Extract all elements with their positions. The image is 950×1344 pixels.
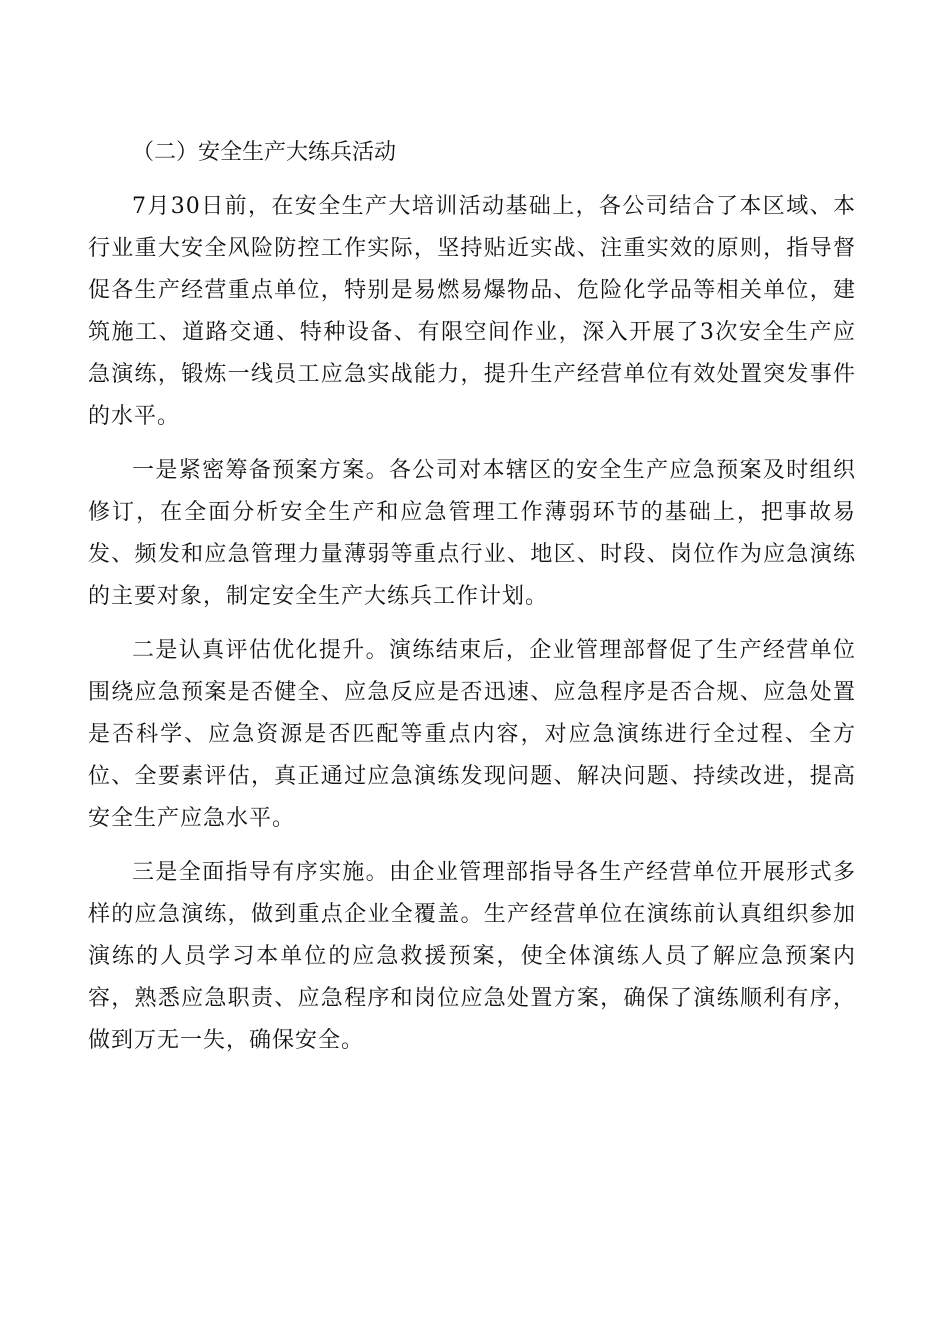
document-body <box>88 132 856 1074</box>
paragraph-point-three: 三是全面指导有序实施。由企业管理部指导各生产经营单位开展形式多样的应急演练，做到重点企业全覆盖。生产经营单位在演练前认真组织参加演练的人员学习本单位的应急救援预案，使全体演练人员了解应急预案内容，熟悉应急职责、应急程序和岗位应急处置方案，确保了演练顺利有序，做到万无一失，确保安全。 <box>88 860 856 1053</box>
paragraph-point-two: 二是认真评估优化提升。演练结束后，企业管理部督促了生产经营单位围绕应急预案是否健全、应急反应是否迅速、应急程序是否合规、应急处置是否科学、应急资源是否匹配等重点内容，对应急演练进行全过程、全方位、全要素评估，真正通过应急演练发现问题、解决问题、持续改进，提高安全生产应急水平。 <box>88 638 856 831</box>
paragraph-point-one: 一是紧密筹备预案方案。各公司对本辖区的安全生产应急预案及时组织修订，在全面分析安全生产和应急管理工作薄弱环节的基础上，把事故易发、频发和应急管理力量薄弱等重点行业、地区、时段、岗位作为应急演练的主要对象，制定安全生产大练兵工作计划。 <box>88 458 856 609</box>
section-heading: （二）安全生产大练兵活动 <box>132 140 397 165</box>
paragraph-intro: 7月30日前，在安全生产大培训活动基础上，各公司结合了本区域、本行业重大安全风险防控工作实际，坚持贴近实战、注重实效的原则，指导督促各生产经营重点单位，特别是易燃易爆物品、危险化学品等相关单位，建筑施工、道路交通、特种设备、有限空间作业，深入开展了3次安全生产应急演练，锻炼一线员工应急实战能力，提升生产经营单位有效处置突发事件的水平。 <box>88 194 856 429</box>
